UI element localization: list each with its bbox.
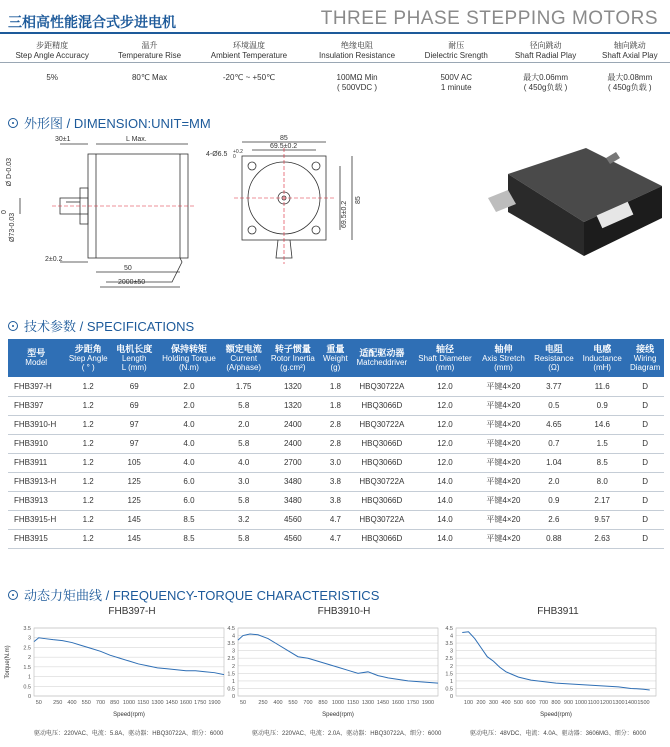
y-tick-label: 4: [231, 633, 235, 640]
header-rule: [0, 32, 670, 34]
table-cell: 12.0: [413, 377, 478, 396]
x-tick-label: 800: [551, 700, 561, 706]
table-cell: 125: [112, 491, 156, 510]
curves-section-title: 动态力矩曲线 / FREQUENCY-TORQUE CHARACTERISTICS: [8, 585, 379, 604]
dimension-section-title: 外形图 / DIMENSION:UNIT=MM: [8, 113, 211, 132]
table-cell: 3.2: [222, 510, 266, 529]
x-tick-label: 400: [501, 700, 511, 706]
table-cell: 1.2: [64, 510, 112, 529]
y-tick-label: 2: [231, 663, 235, 670]
torque-line: [462, 632, 650, 690]
chart-1-note: 驱动电压：220VAC、电流：5.8A、驱动器：HBQ30722A、细分：6000: [34, 731, 224, 737]
table-cell: 2400: [266, 434, 320, 453]
x-tick-label: 1000: [574, 700, 588, 706]
table-cell: 平键4×20: [477, 434, 529, 453]
chart-1-title: FHB397-H: [108, 606, 156, 617]
svg-text:L Max.: L Max.: [126, 136, 147, 143]
table-cell: 4.7: [320, 510, 351, 529]
table-cell: D: [626, 396, 664, 415]
table-cell: 2.0: [156, 377, 221, 396]
table-cell: D: [626, 434, 664, 453]
x-tick-label: 1450: [376, 700, 390, 706]
svg-text:4-Ø6.5: 4-Ø6.5: [206, 151, 228, 158]
table-cell: 8.5: [156, 529, 221, 548]
table-cell: 2.8: [320, 415, 351, 434]
plot-frame: [34, 628, 224, 696]
table-cell: 2.63: [578, 529, 626, 548]
y-tick-label: 1: [27, 674, 31, 681]
table-cell: 1320: [266, 396, 320, 415]
table-cell: FHB397: [8, 396, 64, 415]
table-cell: 4560: [266, 529, 320, 548]
chart-3-note: 驱动电压：48VDC、电流：4.0A、驱动器：3606MG、细分：6000: [470, 731, 647, 737]
table-cell: HBQ30722A: [351, 472, 413, 491]
table-cell: 145: [112, 510, 156, 529]
y-tick-label: 3.5: [227, 641, 235, 648]
table-cell: 11.6: [578, 377, 626, 396]
section-bullet-icon: [8, 590, 18, 600]
table-cell: 1.2: [64, 491, 112, 510]
svg-text:0: 0: [233, 154, 236, 160]
table-cell: 2700: [266, 453, 320, 472]
table-cell: D: [626, 472, 664, 491]
property-value: 最大0.06mm ( 450g负载 ): [523, 72, 569, 92]
table-cell: 平键4×20: [477, 396, 529, 415]
x-tick-label: 1150: [137, 700, 150, 706]
table-cell: 1.2: [64, 453, 112, 472]
svg-text:Ø D-0.03: Ø D-0.03: [6, 158, 13, 187]
table-cell: 8.5: [156, 510, 221, 529]
x-tick-label: 1300: [612, 700, 625, 706]
x-tick-label: 1000: [122, 700, 136, 706]
title-en: THREE PHASE STEPPING MOTORS: [320, 8, 658, 29]
table-cell: 平键4×20: [477, 510, 529, 529]
spec-column-header: 重量 Weight (g): [320, 339, 351, 377]
table-cell: HBQ3066D: [351, 434, 413, 453]
page-header: [0, 0, 670, 36]
x-tick-label: 1600: [179, 700, 193, 706]
table-cell: 0.5: [530, 396, 579, 415]
property-value: 80℃ Max: [131, 72, 168, 82]
x-tick-label: 700: [538, 700, 549, 706]
chart-2-title: FHB3910-H: [317, 606, 371, 617]
table-cell: 1.8: [320, 377, 351, 396]
svg-text:85: 85: [355, 196, 362, 204]
table-cell: 5.8: [222, 529, 266, 548]
table-cell: 1.2: [64, 396, 112, 415]
y-tick-label: 4.5: [445, 626, 453, 632]
table-cell: 1.75: [222, 377, 266, 396]
x-tick-label: 100: [463, 700, 474, 706]
table-cell: 12.0: [413, 453, 478, 472]
table-cell: 1.5: [578, 434, 626, 453]
table-cell: 14.6: [578, 415, 626, 434]
x-tick-label: 400: [67, 700, 77, 706]
table-cell: 4.0: [222, 453, 266, 472]
y-tick-label: 2.5: [445, 656, 453, 663]
y-tick-label: 4.5: [227, 626, 235, 632]
table-cell: 2.17: [578, 491, 626, 510]
y-tick-label: 3: [231, 648, 235, 655]
property-value: 100MΩ Min ( 500VDC ): [336, 72, 378, 92]
x-tick-label: 1200: [599, 700, 613, 706]
table-cell: FHB3915-H: [8, 510, 64, 529]
property-header: 环境温度 Ambient Temperature: [195, 38, 303, 62]
table-cell: HBQ3066D: [351, 453, 413, 472]
spec-column-header: 电感 Inductance (mH): [578, 339, 626, 377]
svg-text:0: 0: [1, 210, 8, 214]
x-tick-label: 200: [476, 700, 486, 706]
property-value: 500V AC 1 minute: [440, 72, 473, 92]
table-cell: 125: [112, 472, 156, 491]
x-tick-label: 250: [258, 700, 268, 706]
table-cell: FHB3911: [8, 453, 64, 472]
table-cell: 145: [112, 529, 156, 548]
motor-photo: [486, 138, 662, 256]
table-cell: HBQ3066D: [351, 396, 413, 415]
y-tick-label: 2: [27, 655, 31, 662]
table-cell: 12.0: [413, 415, 478, 434]
y-tick-label: 2.5: [227, 656, 235, 663]
table-cell: 2.6: [530, 510, 579, 529]
y-tick-label: 3: [27, 635, 31, 642]
x-tick-label: 1150: [347, 700, 359, 706]
table-row: [8, 472, 664, 491]
svg-text:+0.2: +0.2: [233, 149, 243, 155]
x-tick-label: 1450: [165, 700, 178, 706]
torque-chart-fhb397-h: [0, 620, 232, 725]
table-cell: 8.5: [578, 453, 626, 472]
table-cell: 2400: [266, 415, 320, 434]
table-cell: 105: [112, 453, 156, 472]
spec-column-header: 额定电流 Current (A/phase): [222, 339, 266, 377]
table-cell: 3480: [266, 472, 320, 491]
x-tick-label: 850: [318, 700, 328, 706]
table-cell: 14.0: [413, 529, 478, 548]
x-tick-label: 600: [526, 700, 536, 706]
spec-column-header: 步距角 Step Angle ( ° ): [64, 339, 112, 377]
table-cell: 1.2: [64, 529, 112, 548]
title-cn: 三相高性能混合式步进电机: [8, 14, 176, 30]
svg-text:69.5±0.2: 69.5±0.2: [341, 200, 348, 228]
table-cell: 14.0: [413, 510, 478, 529]
x-tick-label: 1500: [637, 700, 650, 706]
table-cell: D: [626, 529, 664, 548]
y-tick-label: 3.5: [445, 641, 453, 648]
table-cell: 3.0: [222, 472, 266, 491]
y-tick-label: 1: [449, 678, 453, 685]
table-cell: D: [626, 510, 664, 529]
table-cell: 4560: [266, 510, 320, 529]
x-tick-label: 400: [273, 700, 283, 706]
y-tick-label: 1: [231, 678, 235, 685]
table-row: [8, 415, 664, 434]
table-cell: 3.77: [530, 377, 579, 396]
x-tick-label: 1900: [208, 700, 221, 706]
table-cell: 平键4×20: [477, 415, 529, 434]
x-tick-label: 1750: [406, 700, 420, 706]
x-tick-label: 50: [239, 700, 247, 706]
spec-column-header: 适配驱动器 Matcheddriver: [351, 339, 413, 377]
svg-text:2±0.2: 2±0.2: [45, 256, 63, 263]
spec-column-header: 电阻 Resistance (Ω): [530, 339, 579, 377]
y-tick-label: 2: [449, 663, 453, 670]
y-tick-label: 0: [449, 694, 453, 700]
table-cell: 5.8: [222, 491, 266, 510]
table-row: [8, 491, 664, 510]
x-tick-label: 1100: [587, 700, 600, 706]
table-cell: 12.0: [413, 396, 478, 415]
table-row: [8, 453, 664, 472]
section-bullet-icon: [8, 118, 18, 128]
property-header: 绝缘电阻 Insulation Resistance: [303, 38, 411, 62]
table-cell: 5.8: [222, 434, 266, 453]
table-cell: 4.65: [530, 415, 579, 434]
property-value: -20℃ ~ +50℃: [222, 72, 276, 82]
table-cell: 97: [112, 434, 156, 453]
x-tick-label: 550: [288, 700, 298, 706]
table-cell: 平键4×20: [477, 472, 529, 491]
spec-column-header: 型号 Model: [8, 339, 64, 377]
torque-line: [34, 638, 224, 675]
table-cell: 4.0: [156, 415, 221, 434]
x-tick-label: 250: [53, 700, 63, 706]
x-tick-label: 700: [95, 700, 106, 706]
chart-2-note: 驱动电压：220VAC、电流：2.0A、驱动器：HBQ30722A、细分：6000: [252, 731, 442, 737]
table-cell: FHB3913-H: [8, 472, 64, 491]
svg-text:Ø73-0.03: Ø73-0.03: [9, 212, 16, 242]
x-tick-label: 500: [513, 700, 524, 706]
table-cell: 2.0: [156, 396, 221, 415]
x-tick-label: 1300: [151, 700, 164, 706]
table-cell: FHB3915: [8, 529, 64, 548]
x-tick-label: 1400: [624, 700, 638, 706]
property-value: 5%: [46, 72, 58, 82]
table-row: [8, 396, 664, 415]
table-cell: 3.8: [320, 472, 351, 491]
table-cell: 9.57: [578, 510, 626, 529]
x-tick-label: 300: [488, 700, 499, 706]
table-cell: FHB3910-H: [8, 415, 64, 434]
y-tick-label: 0.5: [227, 686, 235, 693]
table-cell: 1.2: [64, 415, 112, 434]
table-cell: 69: [112, 396, 156, 415]
svg-text:2000±50: 2000±50: [118, 279, 146, 286]
y-tick-label: 0: [27, 694, 31, 700]
svg-text:30±1: 30±1: [55, 136, 71, 143]
x-axis-label: Speed(rpm): [540, 712, 572, 718]
property-header: 径向跳动 Shaft Radial Play: [502, 38, 590, 62]
svg-text:85: 85: [280, 135, 288, 142]
table-cell: 2.8: [320, 434, 351, 453]
y-tick-label: 0: [231, 694, 235, 700]
table-cell: 97: [112, 415, 156, 434]
table-cell: 5.8: [222, 396, 266, 415]
y-tick-label: 0.5: [23, 684, 31, 691]
table-cell: FHB397-H: [8, 377, 64, 396]
x-tick-label: 1600: [391, 700, 405, 706]
table-cell: 平键4×20: [477, 377, 529, 396]
spec-column-header: 转子惯量 Rotor Inertia (g.cm²): [266, 339, 320, 377]
y-tick-label: 2.5: [23, 645, 31, 652]
table-cell: D: [626, 415, 664, 434]
table-row: [8, 529, 664, 548]
dimension-drawing: [0, 132, 480, 292]
y-tick-label: 3.5: [23, 626, 31, 632]
table-cell: FHB3913: [8, 491, 64, 510]
table-cell: HBQ3066D: [351, 529, 413, 548]
table-cell: HBQ30722A: [351, 415, 413, 434]
x-tick-label: 1750: [194, 700, 207, 706]
property-header: 耐压 Dielectric Srength: [411, 38, 502, 62]
table-cell: 4.0: [156, 434, 221, 453]
spec-column-header: 轴伸 Axis Stretch (mm): [477, 339, 529, 377]
table-row: [8, 510, 664, 529]
y-tick-label: 1.5: [23, 664, 31, 671]
table-cell: 1.2: [64, 434, 112, 453]
spec-column-header: 电机长度 Length L (mm): [112, 339, 156, 377]
spec-column-header: 轴径 Shaft Diameter (mm): [413, 339, 478, 377]
table-cell: 4.7: [320, 529, 351, 548]
property-value: 最大0.08mm ( 450g负载 ): [607, 72, 653, 92]
table-cell: 0.9: [578, 396, 626, 415]
table-cell: 6.0: [156, 472, 221, 491]
x-tick-label: 1900: [421, 700, 435, 706]
table-row: [8, 377, 664, 396]
y-tick-label: 0.5: [445, 686, 453, 693]
table-cell: HBQ3066D: [351, 491, 413, 510]
table-cell: 3.0: [320, 453, 351, 472]
property-header: 步距精度 Step Angle Accuracy: [0, 38, 104, 62]
chart-3-title: FHB3911: [537, 606, 579, 617]
table-cell: 14.0: [413, 472, 478, 491]
table-cell: 0.9: [530, 491, 579, 510]
svg-text:69.5±0.2: 69.5±0.2: [270, 143, 298, 150]
table-cell: 3480: [266, 491, 320, 510]
general-properties-table: [0, 38, 670, 100]
table-cell: 1.2: [64, 472, 112, 491]
table-cell: HBQ30722A: [351, 377, 413, 396]
plot-frame: [456, 628, 656, 696]
x-axis-label: Speed(rpm): [322, 712, 354, 718]
table-row: [8, 434, 664, 453]
svg-text:50: 50: [124, 265, 132, 272]
x-tick-label: 1300: [361, 700, 375, 706]
table-cell: D: [626, 453, 664, 472]
table-cell: D: [626, 377, 664, 396]
table-cell: 0.88: [530, 529, 579, 548]
table-cell: 14.0: [413, 491, 478, 510]
table-cell: 69: [112, 377, 156, 396]
specifications-table: [8, 339, 664, 549]
x-axis-label: Speed(rpm): [113, 712, 145, 718]
torque-chart-fhb3910-h: [226, 620, 448, 725]
table-cell: 2.0: [222, 415, 266, 434]
table-cell: 1.04: [530, 453, 579, 472]
y-tick-label: 4: [449, 633, 453, 640]
x-tick-label: 50: [35, 700, 42, 706]
y-axis-label: Torque(N.m): [5, 645, 11, 679]
x-tick-label: 1000: [331, 700, 345, 706]
section-bullet-icon: [8, 321, 18, 331]
torque-chart-fhb3911: [444, 620, 666, 725]
torque-line: [238, 634, 438, 683]
table-cell: 4.0: [156, 453, 221, 472]
table-cell: 1320: [266, 377, 320, 396]
y-tick-label: 1.5: [227, 671, 235, 678]
table-cell: 1.2: [64, 377, 112, 396]
y-tick-label: 3: [449, 648, 453, 655]
table-cell: FHB3910: [8, 434, 64, 453]
spec-column-header: 保持转矩 Holding Torque (N.m): [156, 339, 221, 377]
table-cell: 12.0: [413, 434, 478, 453]
x-tick-label: 900: [563, 700, 574, 706]
table-cell: 2.0: [530, 472, 579, 491]
table-cell: 平键4×20: [477, 491, 529, 510]
property-header: 轴向跳动 Shaft Axial Play: [590, 38, 670, 62]
property-header: 温升 Temperature Rise: [104, 38, 195, 62]
table-cell: 8.0: [578, 472, 626, 491]
spec-column-header: 接线 Wiring Diagram: [626, 339, 664, 377]
table-cell: D: [626, 491, 664, 510]
table-cell: 0.7: [530, 434, 579, 453]
table-cell: 3.8: [320, 491, 351, 510]
table-cell: 1.8: [320, 396, 351, 415]
y-tick-label: 1.5: [445, 671, 453, 678]
table-cell: 6.0: [156, 491, 221, 510]
x-tick-label: 850: [110, 700, 120, 706]
x-tick-label: 550: [81, 700, 91, 706]
specifications-section-title: 技术参数 / SPECIFICATIONS: [8, 316, 194, 335]
x-tick-label: 700: [303, 700, 313, 706]
table-cell: HBQ30722A: [351, 510, 413, 529]
table-cell: 平键4×20: [477, 529, 529, 548]
table-cell: 平键4×20: [477, 453, 529, 472]
